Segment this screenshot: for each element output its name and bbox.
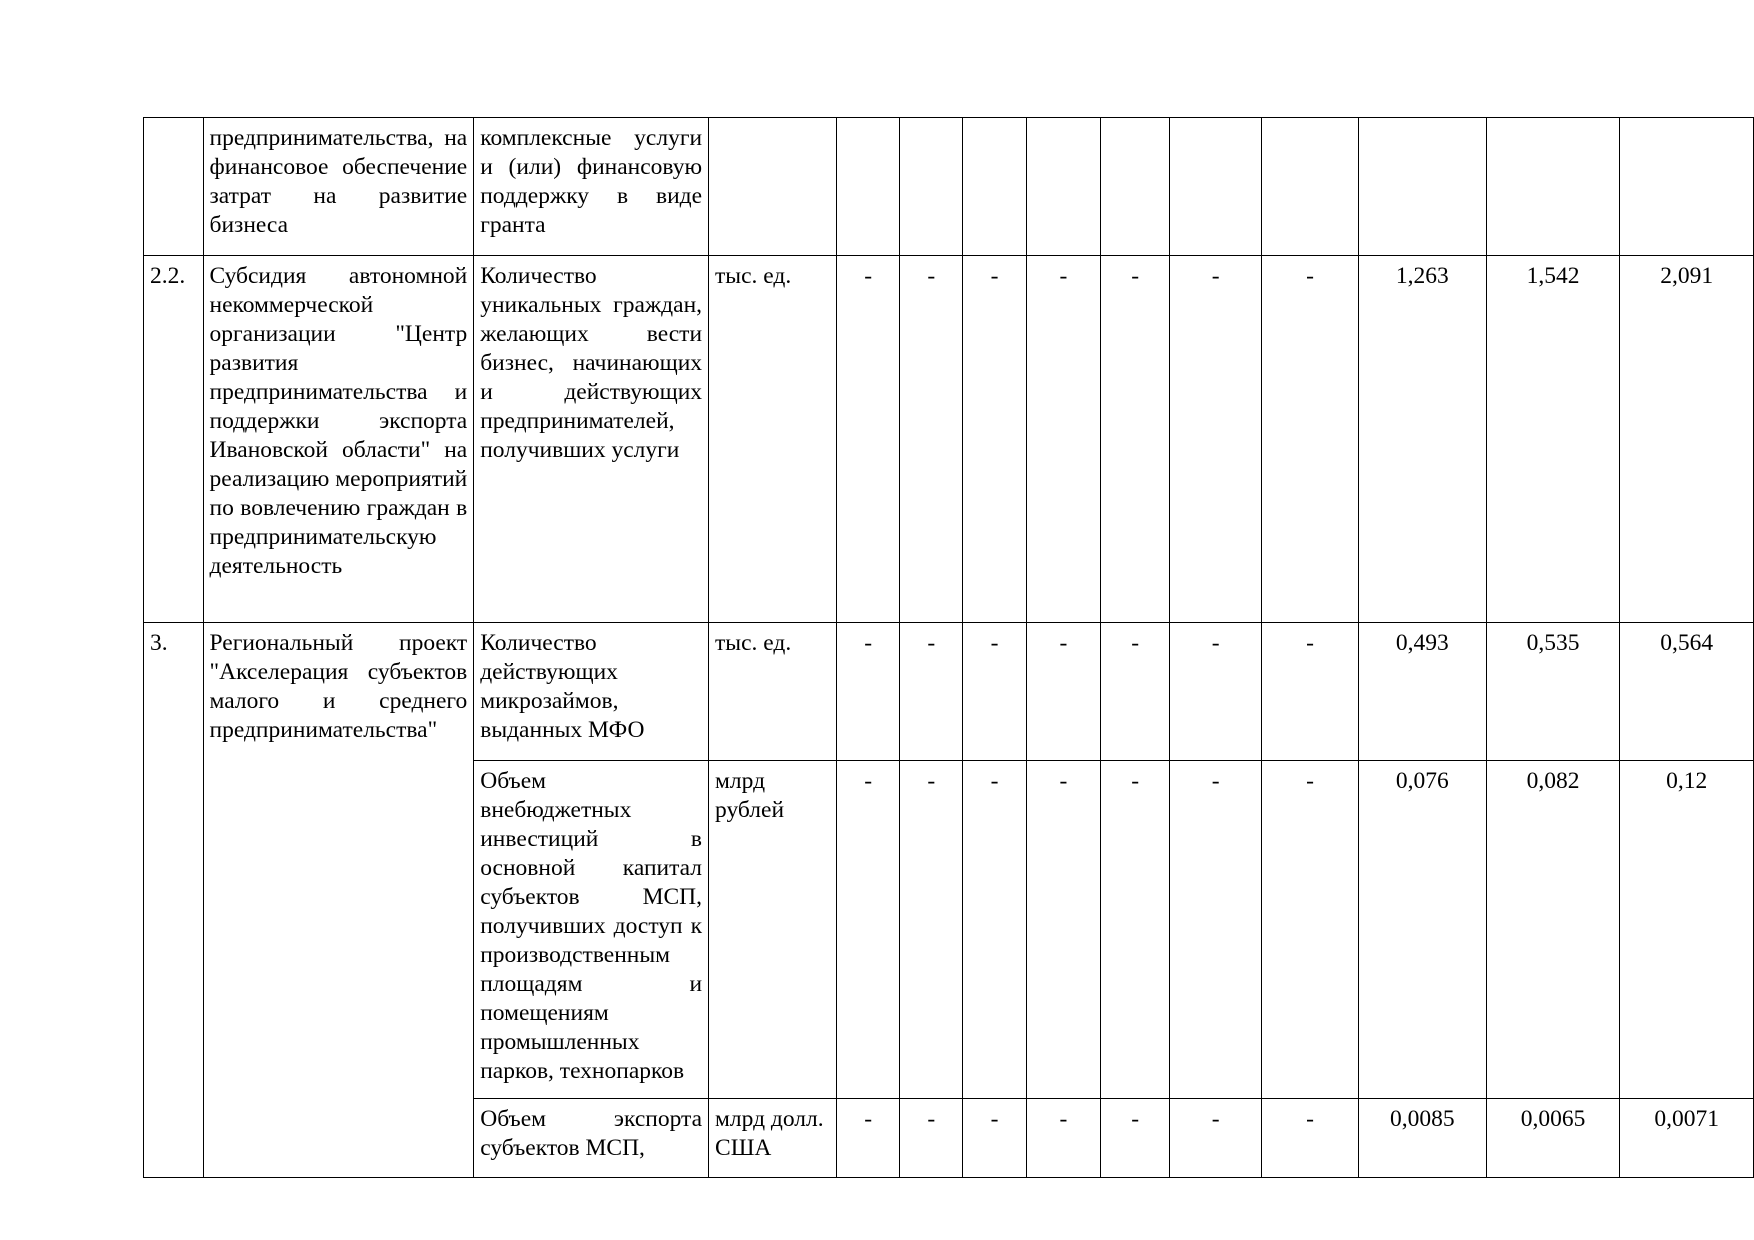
value-cell: 1,263 xyxy=(1358,256,1486,623)
value-cell: - xyxy=(1026,623,1101,761)
value-cell: - xyxy=(1170,1099,1262,1178)
value-cell: - xyxy=(963,761,1026,1099)
value-cell: - xyxy=(1170,761,1262,1099)
value-cell: - xyxy=(963,256,1026,623)
value-cell xyxy=(1101,118,1170,256)
value-cell: - xyxy=(1101,761,1170,1099)
value-cell: - xyxy=(1101,1099,1170,1178)
value-cell: - xyxy=(1170,256,1262,623)
value-cell: - xyxy=(837,1099,900,1178)
value-cell xyxy=(1170,118,1262,256)
unit: млрд долл. США xyxy=(709,1099,837,1178)
value-cell: - xyxy=(900,256,963,623)
measure-name: предпринимательства, на финансовое обеспечение затрат на развитие бизнеса xyxy=(203,118,474,256)
value-cell: - xyxy=(900,623,963,761)
value-cell: - xyxy=(900,761,963,1099)
unit: тыс. ед. xyxy=(709,623,837,761)
value-cell: - xyxy=(837,761,900,1099)
value-cell: 0,493 xyxy=(1358,623,1486,761)
value-cell: 0,564 xyxy=(1620,623,1754,761)
value-cell: - xyxy=(1170,623,1262,761)
row-number xyxy=(144,118,204,256)
value-cell: 2,091 xyxy=(1620,256,1754,623)
value-cell: 0,082 xyxy=(1486,761,1620,1099)
table-row xyxy=(144,118,1754,256)
value-cell: - xyxy=(1026,761,1101,1099)
row-number: 2.2. xyxy=(144,256,204,623)
value-cell: 0,076 xyxy=(1358,761,1486,1099)
value-cell xyxy=(963,118,1026,256)
unit xyxy=(709,118,837,256)
value-cell: - xyxy=(963,623,1026,761)
value-cell: - xyxy=(1262,761,1359,1099)
value-cell: - xyxy=(837,256,900,623)
value-cell: - xyxy=(1262,623,1359,761)
indicator-name: Количество действующих микрозаймов, выданных МФО xyxy=(474,623,709,761)
value-cell: 0,0071 xyxy=(1620,1099,1754,1178)
table-row xyxy=(144,623,1754,761)
value-cell: 0,0085 xyxy=(1358,1099,1486,1178)
value-cell: 0,535 xyxy=(1486,623,1620,761)
value-cell: - xyxy=(1101,623,1170,761)
indicator-name: Объем экспорта субъектов МСП, xyxy=(474,1099,709,1178)
value-cell: - xyxy=(837,623,900,761)
measure-name: Субсидия автономной некоммерческой организации "Центр развития предпринимательства и поддержки экспорта Ивановской области" на реализацию мероприятий по вовлечению граждан в предпринимательскую деятельность xyxy=(203,256,474,623)
value-cell: - xyxy=(1026,256,1101,623)
indicators-table xyxy=(143,117,1754,1178)
row-number: 3. xyxy=(144,623,204,1178)
value-cell xyxy=(1026,118,1101,256)
value-cell: - xyxy=(963,1099,1026,1178)
value-cell: - xyxy=(900,1099,963,1178)
value-cell: - xyxy=(1262,256,1359,623)
value-cell xyxy=(1620,118,1754,256)
unit: млрд рублей xyxy=(709,761,837,1099)
measure-name: Региональный проект "Акселерация субъектов малого и среднего предпринимательства" xyxy=(203,623,474,1178)
value-cell: 0,0065 xyxy=(1486,1099,1620,1178)
indicator-name: Количество уникальных граждан, желающих вести бизнес, начинающих и действующих предпринимателей, получивших услуги xyxy=(474,256,709,623)
value-cell xyxy=(1486,118,1620,256)
value-cell: 0,12 xyxy=(1620,761,1754,1099)
indicator-name: комплексные услуги и (или) финансовую поддержку в виде гранта xyxy=(474,118,709,256)
value-cell xyxy=(1262,118,1359,256)
value-cell: - xyxy=(1026,1099,1101,1178)
indicator-name: Объем внебюджетных инвестиций в основной капитал субъектов МСП, получивших доступ к производственным площадям и помещениям промышленных парков, технопарков xyxy=(474,761,709,1099)
value-cell: 1,542 xyxy=(1486,256,1620,623)
value-cell xyxy=(837,118,900,256)
unit: тыс. ед. xyxy=(709,256,837,623)
value-cell xyxy=(900,118,963,256)
value-cell: - xyxy=(1262,1099,1359,1178)
value-cell: - xyxy=(1101,256,1170,623)
value-cell xyxy=(1358,118,1486,256)
table-row xyxy=(144,256,1754,623)
